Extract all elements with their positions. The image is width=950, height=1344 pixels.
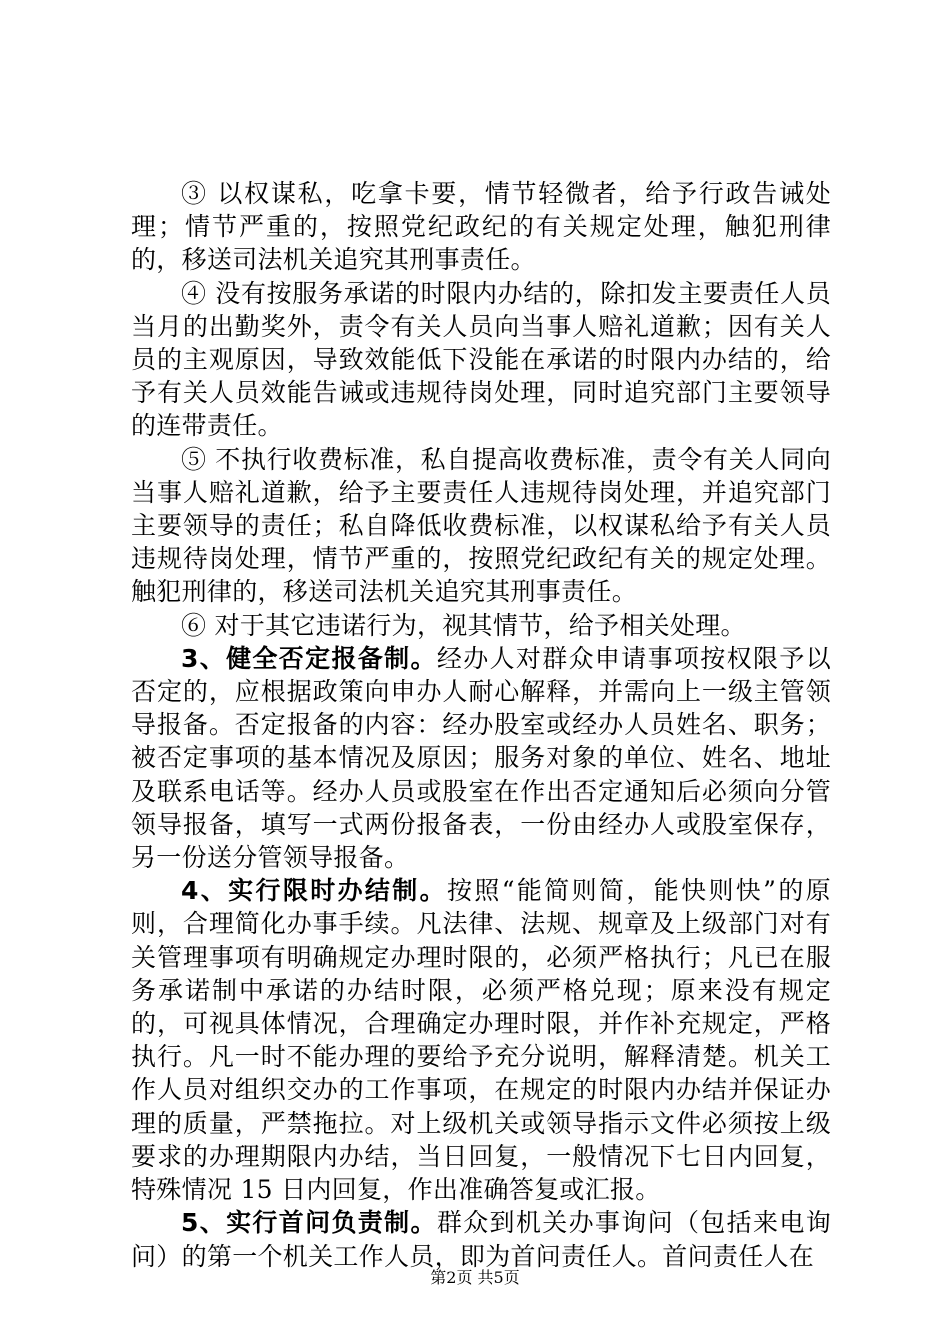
section-heading: 5、实行首问负责制。: [181, 1208, 437, 1238]
paragraph-item-5: ⑤ 不执行收费标准，私自提高收费标准，责令有关人同向当事人赔礼道歉，给予主要责任人违规待岗处理，并追究部门主要领导的责任；私自降低收费标准，以权谋私给予有关人员违规待岗处理，情节严重的，按照党纪政纪有关的规定处理。触犯刑律的，移送司法机关追究其刑事责任。: [131, 444, 831, 607]
paragraph-section-5: 5、实行首问负责制。群众到机关办事询问（包括来电询问）的第一个机关工作人员，即为首问责任人。首问责任人在: [131, 1208, 831, 1271]
paragraph-item-6: ⑥ 对于其它违诺行为，视其情节，给予相关处理。: [181, 610, 746, 640]
page-footer: 第2页 共5页: [430, 1268, 520, 1287]
paragraph-section-3: 3、健全否定报备制。经办人对群众申请事项按权限予以否定的，应根据政策向申办人耐心解释，并需向上一级主管领导报备。否定报备的内容：经办股室或经办人员姓名、职务；被否定事项的基本情况及原因；服务对象的单位、姓名、地址及联系电话等。经办人员或股室在作出否定通知后必须向分管领导报备，填写一式两份报备表，一份由经办人或股室保存，另一份送分管领导报备。: [131, 643, 831, 873]
paragraph-section-4: 4、实行限时办结制。按照“能简则简，能快则快”的原则，合理简化办事手续。凡法律、法规、规章及上级部门对有关管理事项有明确规定办理时限的，必须严格执行；凡已在服务承诺制中承诺的办结时限，必须严格兑现；原来没有规定的，可视具体情况，合理确定办理时限，并作补充规定，严格执行。凡一时不能办理的要给予充分说明，解释清楚。机关工作人员对组织交办的工作事项，在规定的时限内办结并保证办理的质量，严禁拖拉。对上级机关或领导指示文件必须按上级要求的办理期限内办结，当日回复，一般情况下七日内回复，特殊情况 15 日内回复，作出准确答复或汇报。: [131, 876, 831, 1205]
section-heading: 4、实行限时办结制。: [181, 876, 448, 906]
document-body: [131, 177, 831, 1273]
section-heading: 3、健全否定报备制。: [181, 643, 437, 673]
paragraph-item-4: ④ 没有按服务承诺的时限内办结的，除扣发主要责任人员当月的出勤奖外，责令有关人员向当事人赔礼道歉；因有关人员的主观原因，导致效能低下没能在承诺的时限内办结的，给予有关人员效能告诫或违规待岗处理，同时追究部门主要领导的连带责任。: [131, 278, 831, 441]
paragraph-item-3: ③ 以权谋私，吃拿卡要，情节轻微者，给予行政告诫处理；情节严重的，按照党纪政纪的有关规定处理，触犯刑律的，移送司法机关追究其刑事责任。: [131, 179, 831, 275]
